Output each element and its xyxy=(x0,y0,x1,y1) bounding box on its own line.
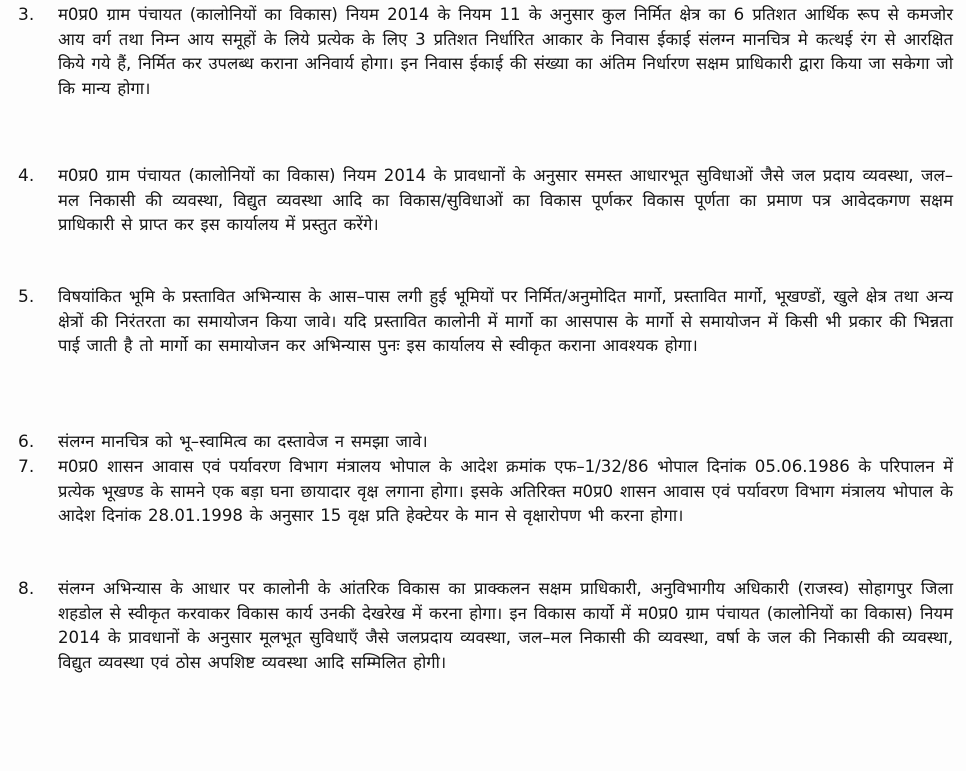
clause-text: म0प्र0 ग्राम पंचायत (कालोनियों का विकास) नियम 2014 के प्रावधानों के अनुसार समस्त आधारभूत सुविधाओं जैसे जल प्रदाय व्यवस्था, जल–मल निकासी की व्यवस्था, विद्युत व्यवस्था आदि का विकास/सुविधाओं का विकास पूर्णकर विकास पूर्णता का प्रमाण पत्र आवेदकगण सक्षम प्राधिकारी से प्राप्त कर इस कार्यालय में प्रस्तुत करेंगे। xyxy=(58,166,953,234)
clause-text: विषयांकित भूमि के प्रस्तावित अभिन्यास के आस–पास लगी हुई भूमियों पर निर्मित/अनुमोदित मार्गो, प्रस्तावित मार्गो, भूखण्डों, खुले क्षेत्र तथा अन्य क्षेत्रों की निरंतरता का समायोजन किया जावे। यदि प्रस्तावित कालोनी में मार्गो का आसपास के मार्गो से समायोजन में किसी भी प्रकार की भिन्नता पाई जाती है तो मार्गो का समायोजन कर अभिन्यास पुनः इस कार्यालय से स्वीकृत कराना आवश्यक होगा। xyxy=(58,287,953,355)
clause-number: 5. xyxy=(18,287,35,307)
clause-number: 6. xyxy=(18,432,35,452)
clause-number: 3. xyxy=(18,5,35,25)
clause-number: 4. xyxy=(18,166,35,186)
clause-text: म0प्र0 ग्राम पंचायत (कालोनियों का विकास) नियम 2014 के नियम 11 के अनुसार कुल निर्मित क्षेत्र का 6 प्रतिशत आर्थिक रूप से कमजोर आय वर्ग तथा निम्न आय समूहों के लिये प्रत्येक के लिए 3 प्रतिशत निर्धारित आकार के निवास ईकाई संलग्न मानचित्र मे कत्थई रंग से आरक्षित किये गये हैं, निर्मित कर उपलब्ध कराना अनिवार्य होगा। इन निवास ईकाई की संख्या का अंतिम निर्धारण सक्षम प्राधिकारी द्वारा किया जा सकेगा जो कि मान्य होगा। xyxy=(58,5,953,98)
clause-number: 8. xyxy=(18,579,35,599)
clause-text: म0प्र0 शासन आवास एवं पर्यावरण विभाग मंत्रालय भोपाल के आदेश क्रमांक एफ–1/32/86 भोपाल दिनांक 05.06.1986 के परिपालन में प्रत्येक भूखण्ड के सामने एक बड़ा घना छायादार वृक्ष लगाना होगा। इसके अतिरिक्त म0प्र0 शासन आवास एवं पर्यावरण विभाग मंत्रालय भोपाल के आदेश दिनांक 28.01.1998 के अनुसार 15 वृक्ष प्रति हेक्टेयर के मान से वृक्षारोपण भी करना होगा। xyxy=(58,457,953,525)
clause-text: संलग्न अभिन्यास के आधार पर कालोनी के आंतरिक विकास का प्राक्कलन सक्षम प्राधिकारी, अनुविभागीय अधिकारी (राजस्व) सोहागपुर जिला शहडोल से स्वीकृत करवाकर विकास कार्य उनकी देखरेख में करना होगा। इन विकास कार्यो में म0प्र0 ग्राम पंचायत (कालोनियों का विकास) नियम 2014 के प्रावधानों के अनुसार मूलभूत सुविधाएँ जैसे जलप्रदाय व्यवस्था, जल–मल निकासी की व्यवस्था, वर्षा के जल की निकासी की व्यवस्था, विद्युत व्यवस्था एवं ठोस अपशिष्ट व्यवस्था आदि सम्मिलित होगी। xyxy=(58,579,953,672)
clause-number: 7. xyxy=(18,457,35,477)
clause-text: संलग्न मानचित्र को भू–स्वामित्व का दस्तावेज न समझा जावे। xyxy=(58,432,428,451)
